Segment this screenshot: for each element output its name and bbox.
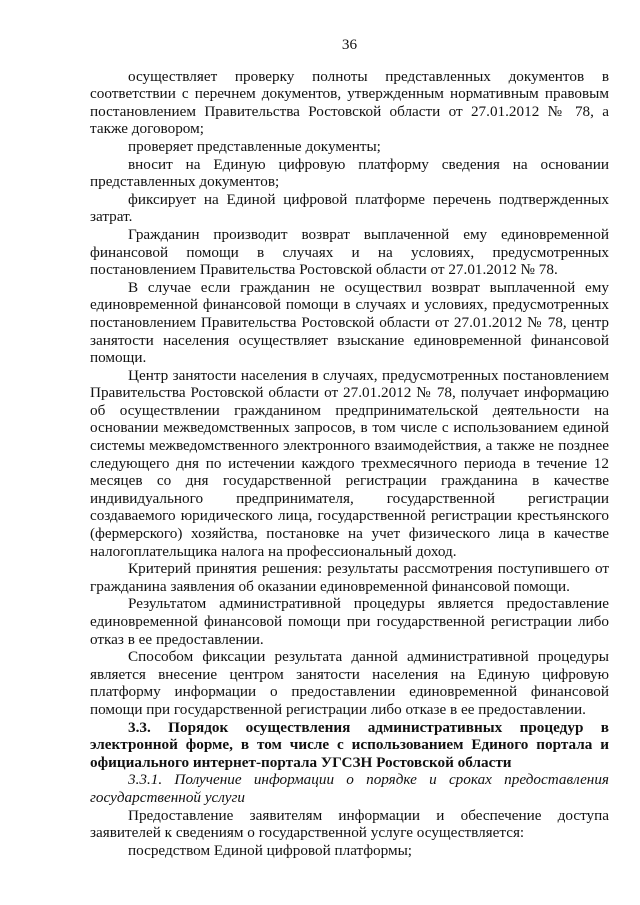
paragraph: Центр занятости населения в случаях, предусмотренных постановлением Правительства Ростовской области от 27.01.2012 № 78, получает информацию об осуществлении гражданином предпринимательской деятельности на основании межведомственных запросов, в том числе с использованием единой системы межведомственного электронного взаимодействия, а также не позднее следующего дня по истечении каждого трехмесячного периода в течение 12 месяцев со дня государственной регистрации гражданина в качестве индивидуального предпринимателя, государственной регистрации создаваемого юридического лица, государственной регистрации крестьянского (фермерского) хозяйства, постановке на учет физического лица в качестве налогоплательщика налога на профессиональный доход. — [90, 366, 609, 560]
subsection-heading: 3.3.1. Получение информации о порядке и сроках предоставления государственной услуги — [90, 771, 609, 806]
document-body — [90, 68, 609, 860]
paragraph: Результатом административной процедуры является предоставление единовременной финансовой помощи при государственной регистрации либо отказ в ее предоставлении. — [90, 595, 609, 648]
paragraph: В случае если гражданин не осуществил возврат выплаченной ему единовременной финансовой помощи в случаях и условиях, предусмотренных постановлением Правительства Ростовской области от 27.01.2012 № 78, центр занятости населения осуществляет взыскание единовременной финансовой помощи. — [90, 278, 609, 367]
section-heading: 3.3. Порядок осуществления административных процедур в электронной форме, в том числе с использованием Единого портала и официального интернет-портала УГСЗН Ростовской области — [90, 718, 609, 771]
paragraph: вносит на Единую цифровую платформу сведения на основании представленных документов; — [90, 155, 609, 191]
paragraph: посредством Единой цифровой платформы; — [128, 841, 413, 859]
paragraph: Критерий принятия решения: результаты рассмотрения поступившего от гражданина заявления об оказании единовременной финансовой помощи. — [90, 560, 609, 595]
paragraph: проверяет представленные документы; — [128, 137, 381, 155]
page-number: 36 — [341, 36, 358, 53]
paragraph: Гражданин производит возврат выплаченной ему единовременной финансовой помощи в случаях и на условиях, предусмотренных постановлением Правительства Ростовской области от 27.01.2012 № 78. — [90, 225, 609, 279]
paragraph: фиксирует на Единой цифровой платформе перечень подтвержденных затрат. — [90, 190, 609, 226]
paragraph: осуществляет проверку полноты представленных документов в соответствии с перечнем документов, утвержденным нормативным правовым постановлением Правительства Ростовской области от 27.01.2012 № 78, а также договором; — [90, 67, 609, 138]
paragraph: Способом фиксации результата данной административной процедуры является внесение центром занятости населения на Единую цифровую платформу информации о предоставлении единовременной финансовой помощи при государственной регистрации либо отказе в ее предоставлении. — [90, 648, 609, 718]
paragraph: Предоставление заявителям информации и обеспечение доступа заявителей к сведениям о государственной услуге осуществляется: — [90, 806, 609, 842]
